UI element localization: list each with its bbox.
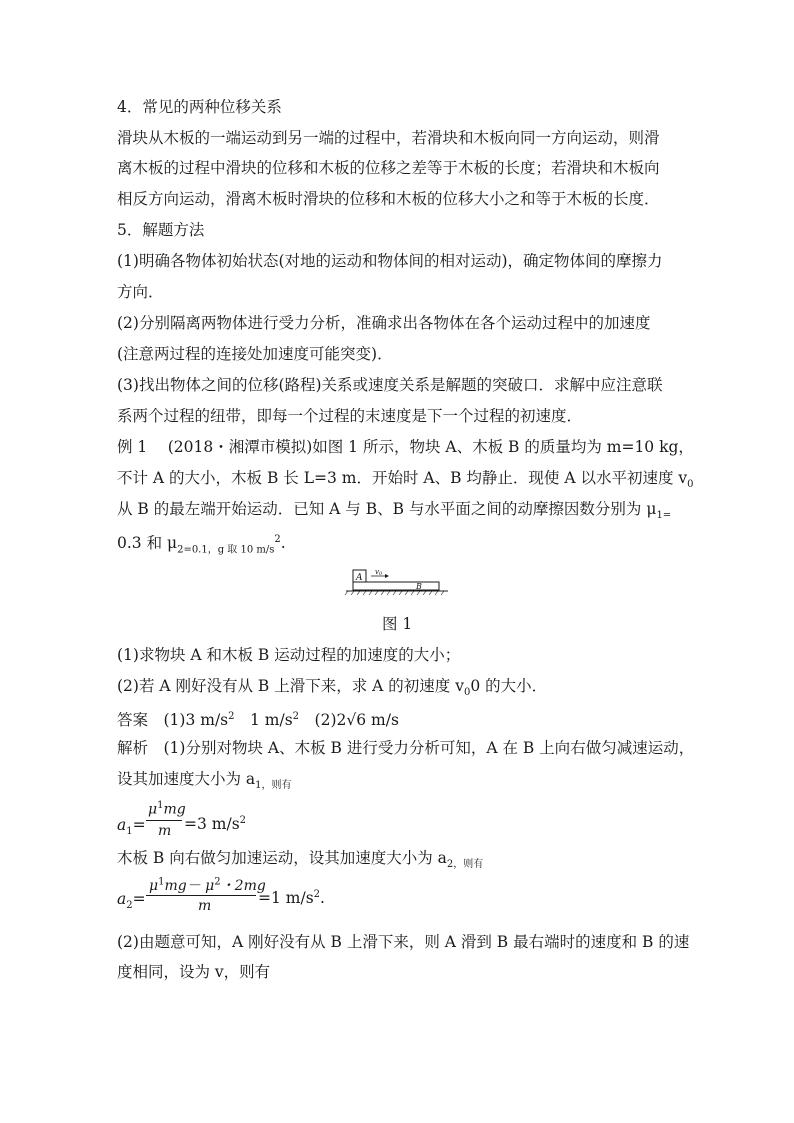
document-page: 4．常见的两种位移关系 滑块从木板的一端运动到另一端的过程中，若滑块和木板向同一方向运动，则滑 离木板的过程中滑块的位移和木板的位移之差等于木板的长度；若滑块和木板向 相反方向运动，滑离木板时滑块的位移和木板的位移大小之和等于木板的长度． 5．解题方法 (1)明确各物体初始状态(对地的运动和物体间的相对运动)，确定物体间的摩擦力 方向． (2)分别隔离两物体进行受力分析，准确求出各物体在各个运动过程中的加速度 (注意两过程的连接处加速度可能突变)． (3)找出物体之间的位移(路程)关系或速度关系是解题的突破口．求解中应注意联 系两个过程的纽带，即每一个过程的末速度是下一个过程的初速度． 例 1 (2018・湘潭市模拟)如图 1 所示，物块 A、木板 B 的质量均为 m=10 kg， 不计 A 的大小，木板 B 长 L=3 m．开始时 A、B 均静止．现使 A 以水平初速度 $v_0$ 从 B 的最左端开始运动．已知 A 与 B、B 与水平面之间的动摩擦因数分别为 $\mu_{1=}$ 0.3 和 $\mu_{2=0.1,g 取 10 m/s}^2$. A v0 B 图 1 (1)求物块 A 和木板 B 运动过程的加速度的大小； (2)若 A 刚好没有从 B 上滑下来，求 A 的初速度 $v_00$ 的大小． 答案 (1)3 $m/s^2$ 1 $m/s^2$ (2)2√6 m/s 解析 (1)分别对物块 A、木板 B 进行受力分析可知，A 在 B 上向右做匀减速运动， 设其加速度大小为 $a_{1,则有}$ $a_1=$ $\mu^1mg$ m =3 $m/s^2$ 木板 B 向右做匀加速运动，设其加速度大小为 $a_{2,则有}$ $a_2=$ $\mu^1mg- \mu^2$・2mg m =1 $m/s^2$. (2)由题意可知，A 刚好没有从 B 上滑下来，则 A 滑到 B 最右端时的速度和 B 的速 度相同，设为 v，则有 — [117, 98, 695, 981]
sqrt-six: √6 — [346, 711, 367, 730]
board-b — [353, 582, 439, 590]
figure-caption: 图 1 — [382, 615, 413, 633]
paragraph-line: (3)找出物体之间的位移(路程)关系或速度关系是解题的突破口．求解中应注意联 — [117, 376, 663, 394]
paragraph-line: (1)明确各物体初始状态(对地的运动和物体间的相对运动)，确定物体间的摩擦力 — [117, 252, 663, 270]
paragraph-line: 相反方向运动，滑离木板时滑块的位移和木板的位移大小之和等于木板的长度． — [117, 190, 660, 208]
analysis-line: (2)由题意可知，A 刚好没有从 B 上滑下来，则 A 滑到 B 最右端时的速度和 B 的速 — [117, 933, 690, 951]
paragraph-line: 系两个过程的纽带，即每一个过程的末速度是下一个过程的初速度． — [117, 407, 583, 425]
analysis-line: 木板 B 向右做匀加速运动，设其加速度大小为 $a_{2,则有}$ — [117, 849, 484, 871]
paragraph-line: (2)分别隔离两物体进行受力分析，准确求出各物体在各个运动过程中的加速度 — [117, 314, 651, 332]
analysis-line: 度相同，设为 v，则有 — [117, 963, 271, 981]
arrow-head — [385, 574, 389, 578]
analysis-line: 设其加速度大小为 $a_{1,则有}$ — [117, 770, 292, 792]
example-line: 0.3 和 $\mu_{2=0.1,g 取 10 m/s}^2$. — [117, 534, 286, 556]
paragraph-line: (注意两过程的连接处加速度可能突变)． — [117, 345, 393, 363]
section-heading-method: 5．解题方法 — [117, 221, 205, 239]
example-line: 不计 A 的大小，木板 B 长 L=3 m．开始时 A、B 均静止．现使 A 以水平初速度 $v_0$ — [117, 469, 694, 491]
example-line: 从 B 的最左端开始运动．已知 A 与 B、B 与水平面之间的动摩擦因数分别为 $\mu_{1=}$ — [117, 500, 672, 522]
label-v: v0 — [375, 568, 383, 577]
label-b: B — [416, 582, 422, 591]
figure-block-board — [344, 565, 450, 601]
paragraph-line: 方向． — [117, 283, 164, 301]
paragraph-line: 离木板的过程中滑块的位移和木板的位移之差等于木板的长度；若滑块和木板向 — [117, 159, 660, 177]
example-line: 例 1 (2018・湘潭市模拟)如图 1 所示，物块 A、木板 B 的质量均为 m=10 kg， — [117, 438, 694, 456]
label-a: A — [356, 573, 363, 583]
answer-line: 答案 (1)3 $m/s^2$ 1 $m/s^2$ (2)2√6 m/s — [117, 711, 399, 730]
ground-hatch — [345, 591, 444, 595]
section-heading-displacement: 4．常见的两种位移关系 — [117, 98, 282, 116]
question-1: (1)求物块 A 和木板 B 运动过程的加速度的大小； — [117, 646, 461, 664]
analysis-line: 解析 (1)分别对物块 A、木板 B 进行受力分析可知，A 在 B 上向右做匀减速运动， — [117, 739, 695, 757]
question-2: (2)若 A 刚好没有从 B 上滑下来，求 A 的初速度 $v_00$ 的大小． — [117, 677, 548, 699]
paragraph-line: 滑块从木板的一端运动到另一端的过程中，若滑块和木板向同一方向运动，则滑 — [117, 129, 660, 147]
